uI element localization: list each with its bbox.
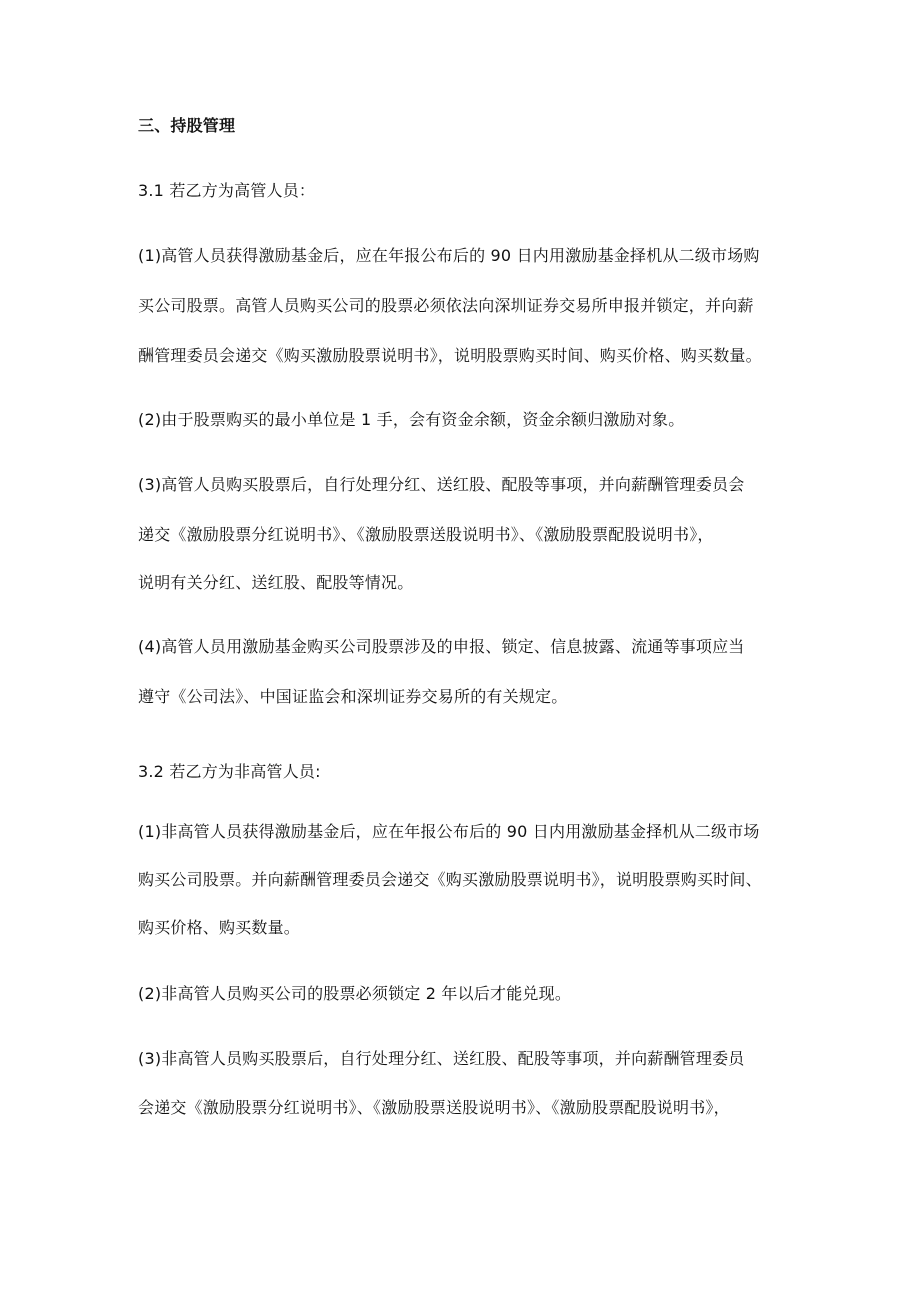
para-3-1-4-line-2: 遵守《公司法》、中国证监会和深圳证券交易所的有关规定。 xyxy=(138,687,568,706)
para-3-2-1-line-2: 购买公司股票。并向薪酬管理委员会递交《购买激励股票说明书》，说明股票购买时间、 xyxy=(138,870,762,889)
para-3-1-3-line-2: 递交《激励股票分红说明书》、《激励股票送股说明书》、《激励股票配股说明书》， xyxy=(138,525,714,544)
para-3-1-3-line-3: 说明有关分红、送红股、配股等情况。 xyxy=(138,573,414,592)
para-3-2-2-line-1: (2)非高管人员购买公司的股票必须锁定 2 年以后才能兑现。 xyxy=(138,984,572,1003)
para-3-1-4-line-1: (4)高管人员用激励基金购买公司股票涉及的申报、锁定、信息披露、流通等事项应当 xyxy=(138,637,745,656)
para-3-1-1-line-2: 买公司股票。高管人员购买公司的股票必须依法向深圳证券交易所申报并锁定，并向薪 xyxy=(138,296,754,315)
subsection-3-1-title: 3.1 若乙方为高管人员： xyxy=(138,181,316,200)
subsection-3-2-title: 3.2 若乙方为非高管人员: xyxy=(138,762,321,781)
para-3-2-3-line-2: 会递交《激励股票分红说明书》、《激励股票送股说明书》、《激励股票配股说明书》， xyxy=(138,1098,730,1117)
para-3-2-1-line-3: 购买价格、购买数量。 xyxy=(138,918,301,937)
para-3-1-2-line-1: (2)由于股票购买的最小单位是 1 手，会有资金余额，资金余额归激励对象。 xyxy=(138,410,685,429)
para-3-1-3-line-1: (3)高管人员购买股票后，自行处理分红、送红股、配股等事项，并向薪酬管理委员会 xyxy=(138,475,745,494)
section-title: 三、持股管理 xyxy=(138,116,236,135)
para-3-2-3-line-1: (3)非高管人员购买股票后，自行处理分红、送红股、配股等事项，并向薪酬管理委员 xyxy=(138,1049,745,1068)
para-3-1-1-line-3: 酬管理委员会递交《购买激励股票说明书》，说明股票购买时间、购买价格、购买数量。 xyxy=(138,346,762,365)
para-3-2-1-line-1: (1)非高管人员获得激励基金后，应在年报公布后的 90 日内用激励基金择机从二级市场 xyxy=(138,822,760,841)
para-3-1-1-line-1: (1)高管人员获得激励基金后，应在年报公布后的 90 日内用激励基金择机从二级市场购 xyxy=(138,246,760,265)
